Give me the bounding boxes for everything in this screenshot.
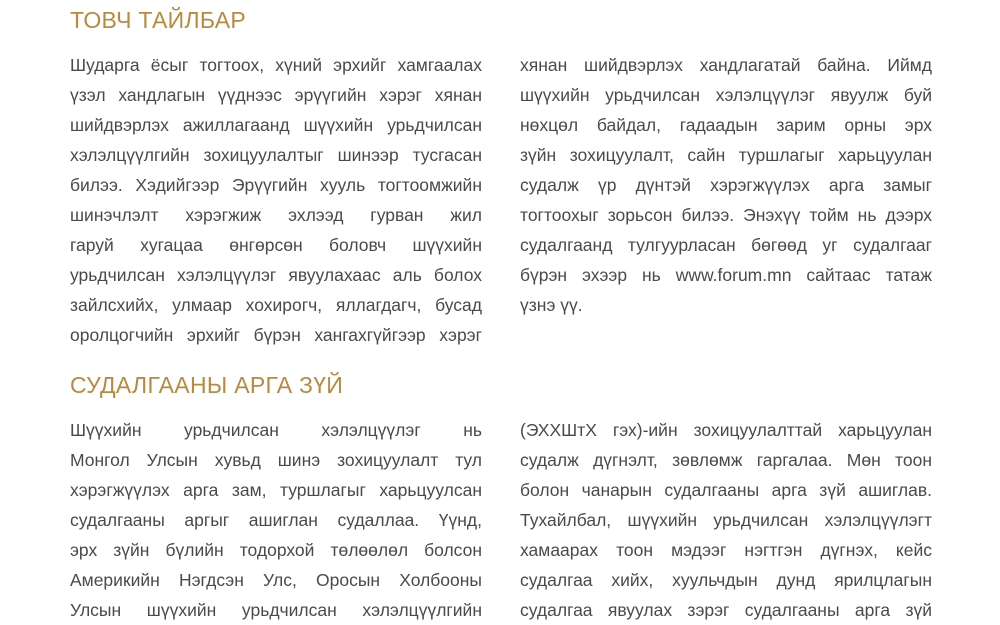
text-line: Америкийн Нэгдсэн Улс, Оросын Холбооны [70,570,482,590]
text-line: шийдвэрлэх ажиллагаанд шүүхийн урьдчилсан [70,115,482,135]
text-line: судалгаа явуулах зэрэг судалгааны арга зүй [520,600,932,620]
text-line: судалгааны аргыг ашиглан судаллаа. Үүнд, [70,510,482,530]
text-line: оролцогчийн эрхийг бүрэн хангахгүйгээр хэрэг [70,325,482,345]
text-line: хянан шийдвэрлэх хандлагатай байна. Иймд [520,55,932,75]
text-line: шүүхийн урьдчилсан хэлэлцүүлэг явуулж буй [520,85,932,105]
section-heading-methodology: СУДАЛГААНЫ АРГА ЗҮЙ [70,372,344,398]
text-line: Шударга ёсыг тогтоох, хүний эрхийг хамгаалах [70,55,482,75]
methodology-right-column [520,415,932,625]
text-line: үзэл хандлагын үүднээс эрүүгийн хэрэг хянан [70,85,482,105]
text-line: Тухайлбал, шүүхийн урьдчилсан хэлэлцүүлэгт [520,510,932,530]
text-line: тогтоохыг зорьсон билээ. Энэхүү тойм нь дээрх [520,205,932,225]
text-line: урьдчилсан хэлэлцүүлэг явуулахаас аль болох [70,265,482,285]
text-line: гаруй хугацаа өнгөрсөн боловч шүүхийн [70,235,482,255]
text-line: судалж үр дүнтэй хэрэгжүүлэх арга замыг [520,175,932,195]
text-line: хэрэгжүүлэх арга зам, туршлагыг харьцуулсан [70,480,482,500]
text-line: хамаарах тоон мэдээг нэгтгэн дүгнэх, кейс [520,540,932,560]
methodology-left-column [70,415,482,625]
text-line: Улсын шүүхийн урьдчилсан хэлэлцүүлгийн [70,600,482,620]
text-line: үзнэ үү. [520,295,583,315]
text-line: зайлсхийх, улмаар хохирогч, яллагдагч, бусад [70,295,482,315]
text-line: билээ. Хэдийгээр Эрүүгийн хууль тогтоомжийн [70,175,482,195]
text-line: нөхцөл байдал, гадаадын зарим орны эрх [520,115,932,135]
text-line: шинэчлэлт хэрэгжиж эхлээд гурван жил [70,205,482,225]
text-line: судалж дүгнэлт, зөвлөмж гаргалаа. Мөн тоон [520,450,932,470]
text-line: судалгаа хийх, хуульчдын дунд ярилцлагын [520,570,932,590]
text-line: эрх зүйн бүлийн тодорхой төлөөлөл болсон [70,540,482,560]
text-line: бүрэн эхээр нь www.forum.mn сайтаас татаж [520,265,932,285]
text-line: болон чанарын судалгааны арга зүй ашиглав. [520,480,932,500]
text-line: (ЭХХШтХ гэх)-ийн зохицуулалттай харьцуулан [520,420,932,440]
text-line: зүйн зохицуулалт, сайн туршлагыг харьцуулан [520,145,932,165]
summary-left-column [70,50,482,350]
section-heading-summary: ТОВЧ ТАЙЛБАР [70,7,247,33]
text-line: Монгол Улсын хувьд шинэ зохицуулалт тул [70,450,482,470]
summary-right-column [520,50,932,320]
text-line: судалгаанд тулгуурласан бөгөөд уг судалгааг [520,235,932,255]
text-line: Шүүхийн урьдчилсан хэлэлцүүлэг нь [70,420,482,440]
text-line: хэлэлцүүлгийн зохицуулалтыг шинээр тусгасан [70,145,482,165]
